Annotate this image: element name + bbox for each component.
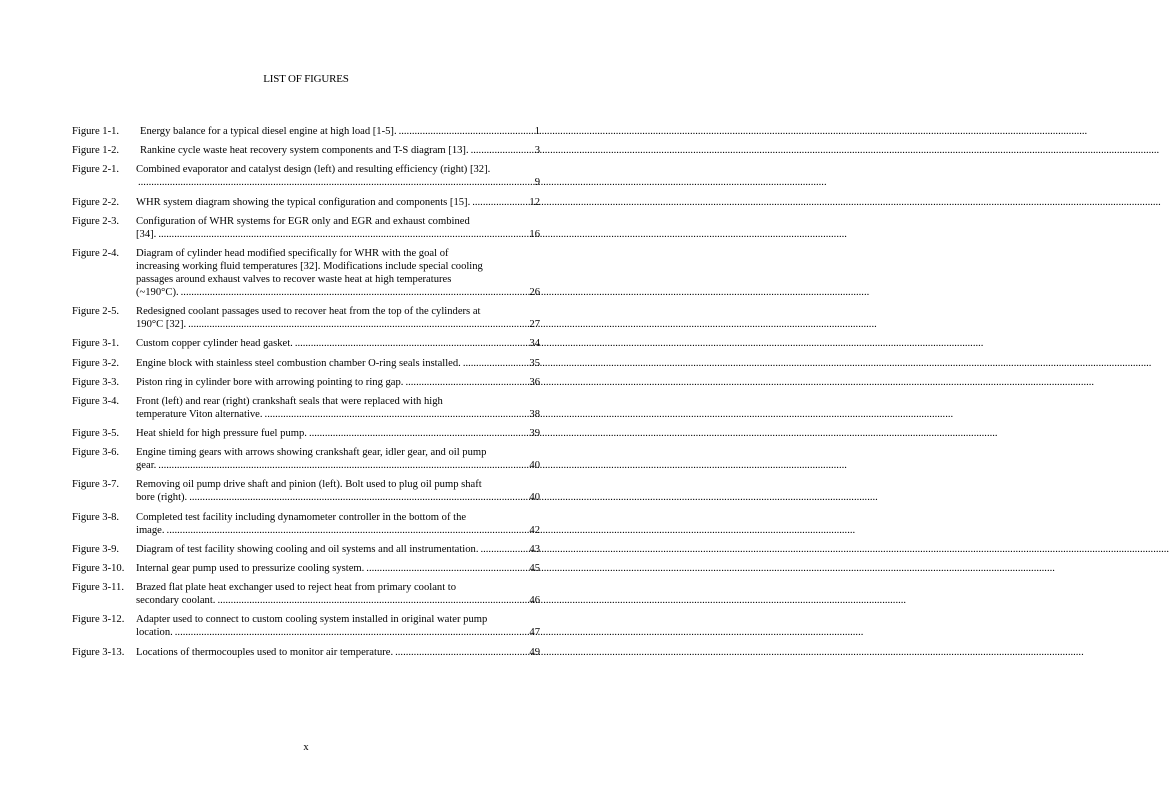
figure-caption [136, 163, 540, 189]
figure-caption [136, 305, 540, 331]
figure-number: Figure 2-1. [72, 164, 120, 176]
figure-number: Figure 3-1. [72, 338, 120, 350]
caption-line: Diagram of cylinder head modified specifically for WHR with the goal of [136, 247, 449, 259]
page-ref[interactable]: 1 [534, 126, 540, 137]
caption-line: passages around exhaust valves to recover waste heat at high temperatures [136, 273, 452, 285]
figure-number: Figure 3-4. [72, 395, 120, 407]
dot-leader [461, 357, 530, 370]
caption-text: bore (right). [136, 492, 188, 504]
caption-last-line [136, 357, 540, 370]
dot-leader [403, 376, 529, 389]
caption-last-line [136, 543, 540, 556]
figure-caption [136, 581, 540, 607]
caption-last-line [136, 228, 540, 241]
caption-text: Engine block with stainless steel combustion chamber O-ring seals installed. [136, 357, 461, 369]
figure-entry[interactable] [72, 581, 540, 607]
figure-number: Figure 3-3. [72, 376, 120, 388]
caption-last-line [136, 594, 540, 607]
dot-leader [364, 562, 529, 575]
figure-entry[interactable] [72, 646, 540, 659]
caption-text: Diagram of test facility showing cooling and oil systems and all instrumentation. [136, 543, 479, 555]
page-ref[interactable]: 43 [529, 543, 540, 555]
caption-text: Locations of thermocouples used to monitor air temperature. [136, 646, 394, 658]
figure-number: Figure 2-5. [72, 306, 120, 318]
figure-number: Figure 3-11. [72, 582, 124, 594]
caption-last-line [136, 408, 540, 421]
page-ref[interactable]: 27 [529, 319, 540, 331]
caption-line: Brazed flat plate heat exchanger used to reject heat from primary coolant to [136, 582, 457, 594]
figure-entry[interactable] [72, 446, 540, 472]
dot-leader [173, 626, 530, 639]
page-ref[interactable]: 38 [529, 408, 540, 420]
page-ref[interactable]: 47 [529, 627, 540, 639]
dot-leader [156, 228, 529, 241]
caption-text: Heat shield for high pressure fuel pump. [136, 428, 307, 440]
caption-text: Internal gear pump used to pressurize cooling system. [136, 563, 365, 574]
figure-caption [136, 446, 540, 472]
figure-entry[interactable] [72, 543, 540, 556]
figure-number: Figure 1-2. [72, 145, 120, 157]
caption-text: location. [136, 627, 173, 639]
caption-line: Engine timing gears with arrows showing crankshaft gear, idler gear, and oil pump [136, 447, 487, 459]
dot-leader [478, 543, 529, 556]
page-number: x [303, 742, 309, 753]
caption-last-line [136, 459, 540, 472]
figure-caption [136, 215, 540, 241]
caption-text: secondary coolant. [136, 595, 216, 607]
figure-caption [136, 357, 540, 370]
figure-number: Figure 2-3. [72, 215, 120, 227]
figure-entry[interactable] [72, 163, 540, 189]
figure-caption [136, 646, 540, 659]
figure-number: Figure 3-7. [72, 479, 120, 491]
caption-last-line [140, 125, 540, 138]
caption-last-line [136, 491, 540, 504]
dot-leader [393, 646, 529, 659]
caption-last-line [136, 376, 540, 389]
figure-entry[interactable] [72, 562, 540, 575]
caption-text: Rankine cycle waste heat recovery system components and T-S diagram [13]. [140, 145, 469, 157]
caption-text: temperature Viton alternative. [136, 408, 263, 420]
figure-caption [136, 337, 540, 350]
page-ref[interactable]: 36 [529, 376, 540, 388]
caption-text: (~190°C). [136, 286, 179, 298]
caption-last-line [136, 427, 540, 440]
figure-entry[interactable] [72, 337, 540, 350]
caption-last-line [136, 286, 540, 299]
figure-number: Figure 3-10. [72, 563, 125, 574]
figure-caption [136, 427, 540, 440]
figure-caption [136, 511, 540, 537]
figure-number: Figure 3-12. [72, 614, 125, 626]
page-ref[interactable]: 35 [529, 357, 540, 369]
caption-last-line [136, 176, 540, 189]
dot-leader [263, 408, 530, 421]
caption-last-line [136, 646, 540, 659]
caption-last-line [136, 318, 540, 331]
caption-line: Adapter used to connect to custom cooling system installed in original water pump [136, 614, 488, 626]
figure-entry[interactable] [72, 144, 540, 157]
figure-caption [136, 376, 540, 389]
page-ref[interactable]: 26 [529, 286, 540, 298]
caption-last-line [136, 562, 540, 575]
caption-line: Combined evaporator and catalyst design (left) and resulting efficiency (right) [32]. [136, 164, 491, 176]
figure-number: Figure 3-9. [72, 543, 120, 555]
figure-caption [136, 144, 540, 157]
figure-caption [136, 125, 540, 138]
caption-last-line [136, 337, 540, 350]
figure-number: Figure 3-6. [72, 447, 120, 459]
page-ref[interactable]: 46 [529, 595, 540, 607]
figure-caption [136, 478, 540, 504]
figure-entry[interactable] [72, 247, 540, 299]
dot-leader [469, 144, 535, 157]
figure-caption [136, 543, 540, 556]
figure-entry[interactable] [72, 305, 540, 331]
dot-leader [136, 176, 535, 189]
page-ref[interactable]: 42 [529, 524, 540, 536]
dot-leader [187, 491, 529, 504]
dot-leader [307, 427, 529, 440]
caption-text: WHR system diagram showing the typical configuration and components [15]. [136, 196, 471, 208]
figure-caption [136, 395, 540, 421]
figure-caption [136, 613, 540, 639]
caption-line: Removing oil pump drive shaft and pinion (left). Bolt used to plug oil pump shaft [136, 479, 482, 491]
caption-text: Custom copper cylinder head gasket. [136, 338, 293, 350]
caption-last-line [136, 524, 540, 537]
figure-caption [136, 247, 540, 299]
figure-entry[interactable] [72, 357, 540, 370]
figure-number: Figure 2-2. [72, 196, 120, 208]
caption-text: image. [136, 524, 165, 536]
figure-number: Figure 3-5. [72, 428, 120, 440]
figure-caption [136, 562, 540, 575]
caption-line: Front (left) and rear (right) crankshaft seals that were replaced with high [136, 395, 443, 407]
dot-leader [156, 459, 529, 472]
page-ref[interactable]: 40 [529, 460, 540, 472]
caption-line: Completed test facility including dynamometer controller in the bottom of the [136, 511, 467, 523]
page-ref[interactable]: 39 [529, 428, 540, 440]
caption-text: 190°C [32]. [136, 319, 187, 331]
caption-last-line [140, 144, 540, 157]
caption-line: increasing working fluid temperatures [32]. Modifications include special cooling [136, 260, 483, 272]
page-ref[interactable]: 9 [534, 177, 540, 189]
figure-number: Figure 3-8. [72, 511, 120, 523]
caption-text: Energy balance for a typical diesel engine at high load [1-5]. [140, 126, 397, 137]
figure-entry[interactable] [72, 395, 540, 421]
dot-leader [470, 196, 529, 209]
page-title: LIST OF FIGURES [263, 73, 349, 85]
figure-entry[interactable] [72, 478, 540, 504]
caption-last-line [136, 626, 540, 639]
page-ref[interactable]: 49 [529, 646, 540, 658]
dot-leader [293, 337, 530, 350]
figure-entry[interactable] [72, 613, 540, 639]
caption-last-line [136, 196, 540, 209]
dot-leader [215, 594, 529, 607]
caption-text: [34]. [136, 228, 157, 240]
figure-number: Figure 3-13. [72, 646, 125, 658]
dot-leader [179, 286, 530, 299]
caption-text: gear. [136, 460, 157, 472]
page-ref[interactable]: 16 [529, 228, 540, 240]
caption-line: Redesigned coolant passages used to recover heat from the top of the cylinders at [136, 306, 481, 318]
page-ref[interactable]: 40 [529, 492, 540, 504]
dot-leader [397, 125, 535, 138]
figure-number: Figure 2-4. [72, 247, 120, 259]
figure-number: Figure 3-2. [72, 357, 120, 369]
figure-entry[interactable] [72, 376, 540, 389]
caption-text: Piston ring in cylinder bore with arrowing pointing to ring gap. [136, 376, 404, 388]
figure-number: Figure 1-1. [72, 126, 120, 137]
figure-caption [136, 196, 540, 209]
figure-entry[interactable] [72, 511, 540, 537]
figure-entry[interactable] [72, 427, 540, 440]
figure-entry[interactable] [72, 215, 540, 241]
dot-leader [165, 524, 530, 537]
caption-line: Configuration of WHR systems for EGR only and EGR and exhaust combined [136, 215, 470, 227]
figure-entry[interactable] [72, 196, 540, 209]
dot-leader [186, 318, 529, 331]
page-ref[interactable]: 12 [529, 196, 540, 208]
figure-list [72, 125, 540, 665]
figure-entry[interactable] [72, 125, 540, 138]
page-ref[interactable]: 45 [529, 563, 540, 574]
page-ref[interactable]: 34 [529, 338, 540, 350]
page-ref[interactable]: 3 [534, 145, 540, 157]
